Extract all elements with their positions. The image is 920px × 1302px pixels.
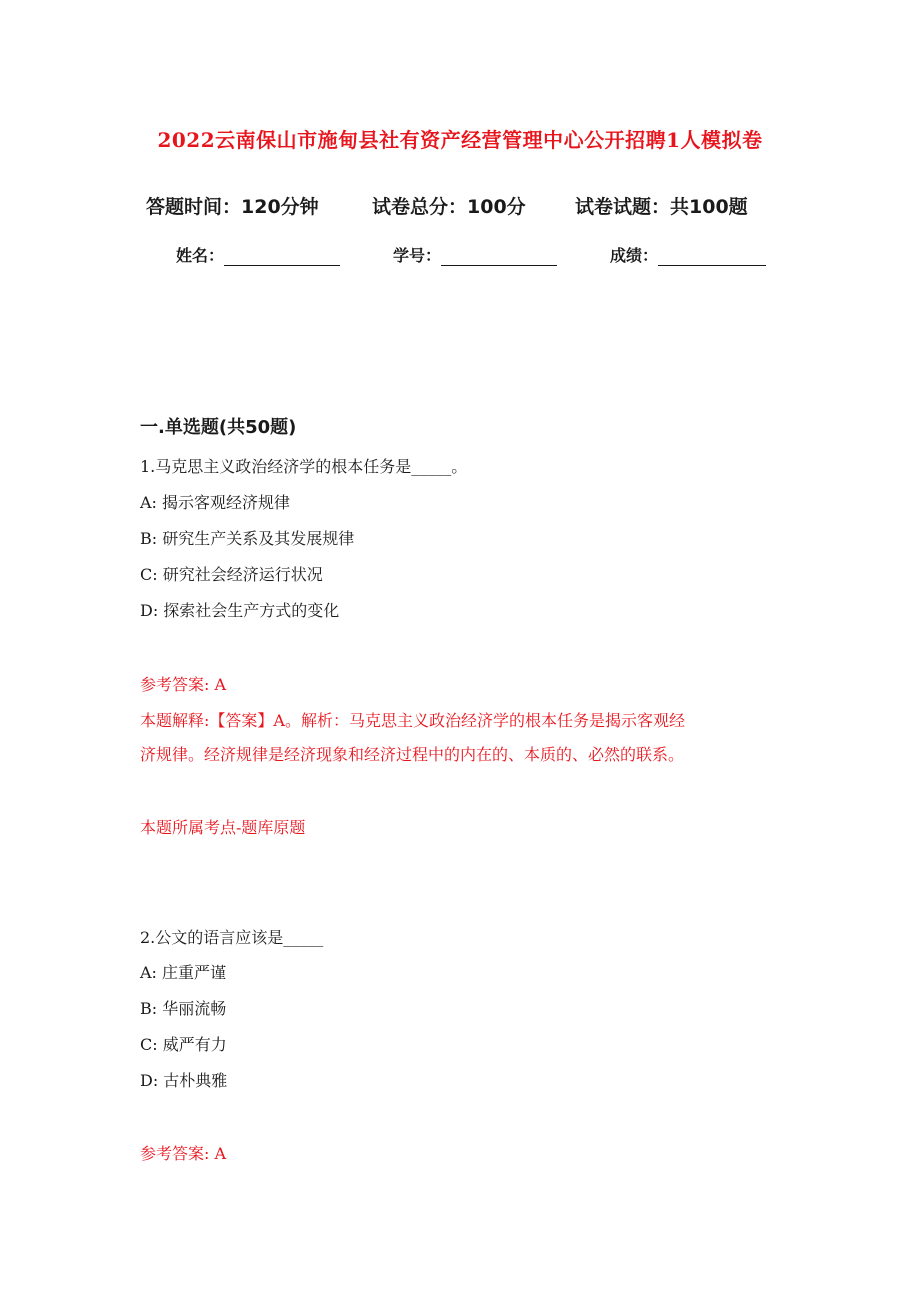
score-field (610, 243, 766, 266)
section-title: 一.单选题(共50题) (140, 417, 297, 438)
explanation-line-1: 本题解释:【答案】A。解析：马克思主义政治经济学的根本任务是揭示客观经 (140, 711, 685, 730)
option-d: D: 探索社会生产方式的变化 (140, 601, 340, 620)
id-field (393, 243, 557, 266)
option-c: C: 研究社会经济运行状况 (140, 565, 323, 584)
answer: 参考答案: A (140, 1144, 227, 1163)
question-stem: 1.马克思主义政治经济学的根本任务是_____。 (140, 457, 468, 476)
option-d: D: 古朴典雅 (140, 1071, 228, 1090)
answer: 参考答案: A (140, 675, 227, 694)
score-label: 成绩： (610, 246, 659, 265)
name-field (176, 243, 340, 266)
id-input[interactable] (441, 247, 557, 266)
option-c: C: 威严有力 (140, 1035, 227, 1054)
name-input[interactable] (224, 247, 340, 266)
option-a: A: 庄重严谨 (140, 963, 227, 982)
name-label: 姓名： (176, 246, 225, 265)
page-title: 2022云南保山市施甸县社有资产经营管理中心公开招聘1人模拟卷 (157, 128, 763, 152)
exam-question-count: 试卷试题：共100题 (575, 196, 748, 218)
question-source: 本题所属考点-题库原题 (140, 818, 306, 837)
id-label: 学号： (393, 246, 442, 265)
option-a: A: 揭示客观经济规律 (140, 493, 291, 512)
exam-time: 答题时间：120分钟 (146, 196, 319, 218)
exam-total-score: 试卷总分：100分 (372, 196, 526, 218)
score-input[interactable] (658, 247, 766, 266)
explanation-line-2: 济规律。经济规律是经济现象和经济过程中的内在的、本质的、必然的联系。 (140, 745, 685, 764)
option-b: B: 研究生产关系及其发展规律 (140, 529, 355, 548)
option-b: B: 华丽流畅 (140, 999, 227, 1018)
question-stem: 2.公文的语言应该是_____ (140, 928, 324, 947)
